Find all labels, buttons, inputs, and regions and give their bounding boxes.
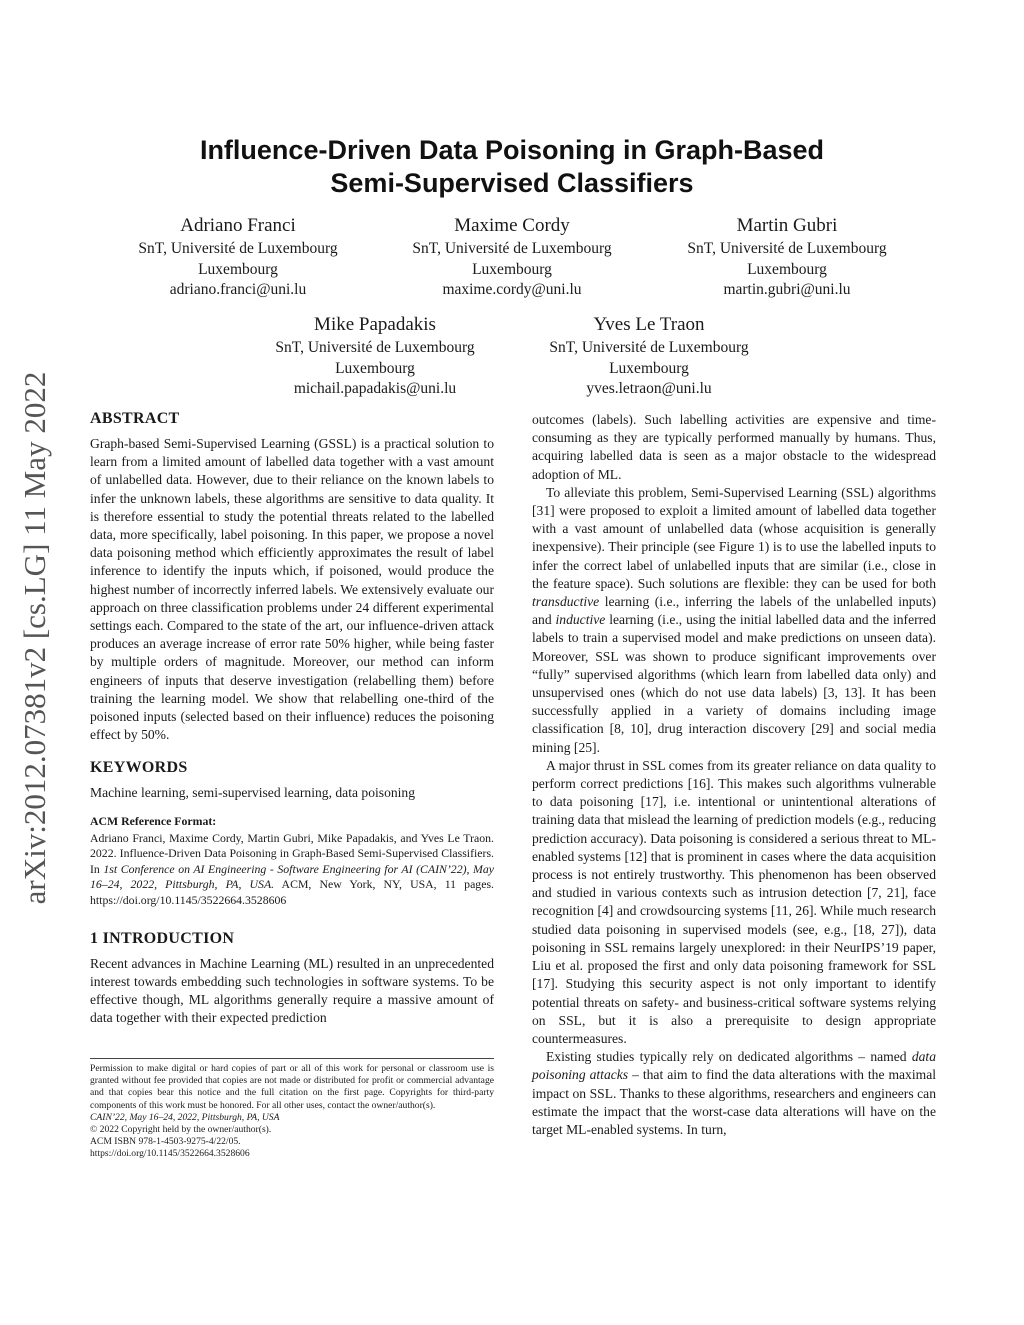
footnote-copyright: © 2022 Copyright held by the owner/author(s).	[90, 1124, 272, 1136]
author-country: Luxembourg	[198, 260, 278, 278]
paper-title	[110, 134, 914, 200]
author-email: martin.gubri@uni.lu	[723, 281, 851, 298]
text-run: learning (i.e., using the initial labelled data and the inferred labels to train a supervised model and make predictions on unseen data). Moreover, SSL was shown to produce significant improvements over “fully” supervised algorithms (which learn from labelled data only) and unsupervised ones (which do not use data labels) [3, 13]. It has been successfully applied in a variety of domains including image classification [8, 10], drug interaction discovery [29] and social media mining [25].	[532, 612, 936, 755]
author-name: Adriano Franci	[180, 215, 296, 236]
author-country: Luxembourg	[747, 260, 827, 278]
author-email: michail.papadakis@uni.lu	[293, 380, 457, 397]
paragraph	[532, 484, 936, 757]
footnote-conference: CAIN’22, May 16–24, 2022, Pittsburgh, PA, USA	[90, 1111, 280, 1123]
introduction-heading: 1 INTRODUCTION	[90, 929, 235, 947]
author-email: adriano.franci@uni.lu	[169, 281, 307, 298]
author-name: Mike Papadakis	[314, 314, 436, 335]
author-name: Martin Gubri	[736, 215, 838, 236]
author-email: yves.letraon@uni.lu	[586, 380, 712, 397]
acm-reference-text	[90, 831, 494, 909]
author-affiliation: SnT, Université de Luxembourg	[549, 339, 749, 356]
keywords-heading: KEYWORDS	[90, 759, 188, 777]
right-column	[532, 411, 936, 1139]
author-block-4	[245, 314, 505, 400]
acm-reference-venue: 1st Conference on AI Engineering - Software Engineering for AI (CAIN’22), May 16–24, 2022, Pittsburgh, PA, USA.	[90, 861, 494, 892]
author-country: Luxembourg	[335, 359, 415, 377]
keywords-text: Machine learning, semi-supervised learning, data poisoning	[90, 785, 416, 801]
footnote	[90, 1063, 494, 1161]
title-line-2: Semi-Supervised Classifiers	[330, 168, 694, 198]
emphasis: data poisoning attacks	[532, 1049, 936, 1083]
footnote-isbn: ACM ISBN 978-1-4503-9275-4/22/05.	[90, 1136, 241, 1148]
author-affiliation: SnT, Université de Luxembourg	[412, 240, 612, 257]
author-name: Maxime Cordy	[454, 215, 570, 236]
acm-reference-heading: ACM Reference Format:	[90, 813, 217, 828]
acm-reference-authors: Adriano Franci, Maxime Cordy, Martin Gubri, Mike Papadakis, and Yves Le Traon. 2022. Influence-Driven Data Poisoning in Graph-Based Semi-Supervised Classifiers. In	[90, 830, 494, 876]
arxiv-identifier: arXiv:2012.07381v2 [cs.LG] 11 May 2022	[17, 371, 52, 905]
left-column	[90, 409, 494, 1027]
author-affiliation: SnT, Université de Luxembourg	[275, 339, 475, 356]
emphasis: inductive	[555, 612, 606, 628]
author-country: Luxembourg	[609, 359, 689, 377]
paragraph	[532, 1048, 936, 1139]
footnote-divider	[90, 1058, 494, 1059]
author-block-1	[108, 215, 368, 301]
introduction-paragraph: Recent advances in Machine Learning (ML) resulted in an unprecedented interest towards embedding such technologies in software systems. To be effective though, ML algorithms generally require a massive amount of data together with their expected prediction	[90, 955, 494, 1026]
author-block-3	[657, 215, 917, 301]
author-email: maxime.cordy@uni.lu	[442, 281, 582, 298]
author-block-5	[519, 314, 779, 400]
author-affiliation: SnT, Université de Luxembourg	[687, 240, 887, 257]
text-run: To alleviate this problem, Semi-Supervised Learning (SSL) algorithms [31] were proposed to exploit a limited amount of labelled data together with a vast amount of unlabelled data (whose acquisition is generally inexpensive). Their principle (see Figure 1) is to use the labelled inputs to infer the correct label of unlabelled inputs that are similar (i.e., close in the feature space). Such solutions are flexible: they can be used for both	[532, 484, 936, 591]
author-country: Luxembourg	[472, 260, 552, 278]
abstract-heading: ABSTRACT	[90, 410, 180, 427]
footnote-permission: Permission to make digital or hard copies of part or all of this work for personal or classroom use is granted without fee provided that copies are not made or distributed for profit or commercial advantage and that copies bear this notice and the full citation on the first page. Copyrights for third-party components of this work must be honored. For all other uses, contact the owner/author(s).	[90, 1063, 494, 1111]
acm-reference-publisher: ACM, New York, NY, USA, 11 pages. https://doi.org/10.1145/3522664.3528606	[90, 877, 494, 908]
title-line-1: Influence-Driven Data Poisoning in Graph-Based	[199, 135, 825, 165]
paragraph: outcomes (labels). Such labelling activities are expensive and time-consuming as they are typically performed manually by humans. Thus, acquiring labelled data is seen as a major obstacle to the widespread adoption of ML.	[532, 412, 936, 482]
author-block-2	[382, 215, 642, 301]
text-run: Existing studies typically rely on dedicated algorithms – named	[546, 1049, 912, 1065]
emphasis: transductive	[532, 594, 600, 610]
abstract-text: Graph-based Semi-Supervised Learning (GSSL) is a practical solution to learn from a limited amount of labelled data together with a vast amount of unlabelled data. However, due to their reliance on the known labels to infer the unknown labels, these algorithms are sensitive to data quality. It is therefore essential to study the potential threats related to the labelled data, more specifically, label poisoning. In this paper, we propose a novel data poisoning method which efficiently approximates the result of label inference to identify the inputs which, if poisoned, would produce the highest number of incorrectly inferred labels. We extensively evaluate our approach on three classification problems under 24 different experimental settings each. Compared to the state of the art, our influence-driven attack produces an average increase of error rate 50% higher, while being faster by multiple orders of magnitude. Moreover, our method can inform engineers of inputs that deserve investigation (relabelling them) before training the learning model. We show that relabelling one-third of the poisoned inputs (selected based on their influence) reduces the poisoning effect by 50%.	[90, 436, 494, 743]
paragraph: A major thrust in SSL comes from its greater reliance on data quality to perform correct predictions [16]. This makes such algorithms vulnerable to data poisoning [17], i.e. intentional or unintentional alterations of training data that mislead the learning of prediction models (e.g., reducing prediction accuracy). Data poisoning is considered a serious threat to ML-enabled systems [12] that is prominent in cases where the data acquisition process is not entirely trustworthy. This phenomenon has been observed and studied in various contexts such as intrusion detection [7, 21], face recognition [4] and crowdsourcing systems [11, 26]. While much research studied data poisoning in supervised models (see, e.g., [18, 27]), data poisoning in SSL remains largely unexplored: in their NeurIPS’19 paper, Liu et al. proposed the first and only data poisoning framework for SSL [17]. Studying this security aspect is not only important to identify potential threats on safety- and business-critical software systems relying on SSL, but it is also a prerequisite to design appropriate countermeasures.	[532, 757, 936, 1046]
author-name: Yves Le Traon	[593, 314, 705, 335]
footnote-doi[interactable]: https://doi.org/10.1145/3522664.3528606	[90, 1148, 250, 1160]
text-run: learning (i.e., inferring the labels of the unlabelled inputs) and	[532, 594, 936, 628]
text-run: – that aim to find the data alterations with the maximal impact on SSL. Thanks to these algorithms, researchers and engineers can estimate the impact that the worst-case data alterations will have on the target ML-enabled systems. In turn,	[532, 1067, 937, 1137]
author-affiliation: SnT, Université de Luxembourg	[138, 240, 338, 257]
